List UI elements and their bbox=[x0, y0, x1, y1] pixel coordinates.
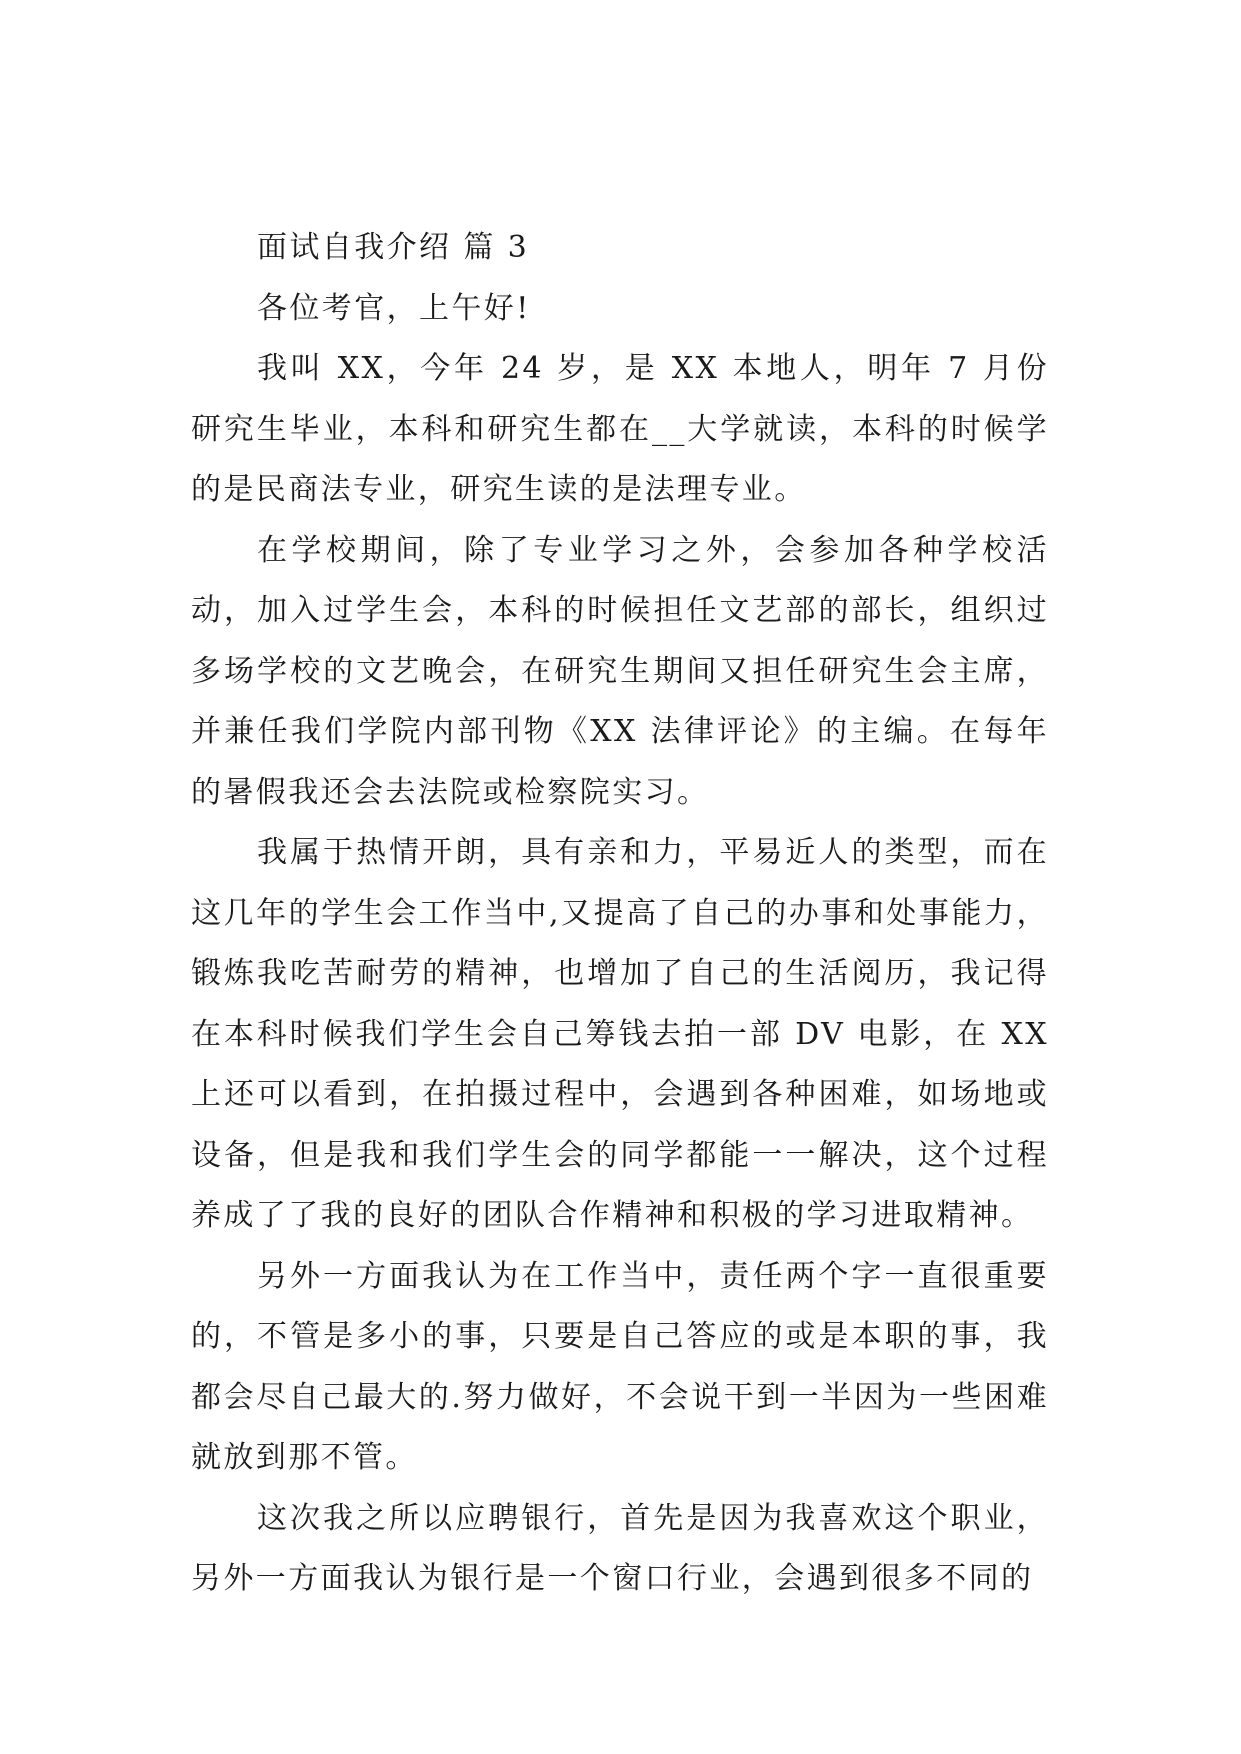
paragraph-introduction: 我叫 XX，今年 24 岁，是 XX 本地人，明年 7 月份研究生毕业，本科和研究生都在__大学就读，本科的时候学的是民商法专业，研究生读的是法理专业。 bbox=[191, 351, 1049, 507]
paragraph-school-activities: 在学校期间，除了专业学习之外，会参加各种学校活动，加入过学生会，本科的时候担任文艺部的部长，组织过多场学校的文艺晚会，在研究生期间又担任研究生会主席，并兼任我们学院内部刊物《XX 法律评论》的主编。在每年的暑假我还会去法院或检察院实习。 bbox=[191, 532, 1049, 810]
paragraph-bank-motivation: 这次我之所以应聘银行，首先是因为我喜欢这个职业，另外一方面我认为银行是一个窗口行业，会遇到很多不同的 bbox=[191, 1500, 1049, 1596]
document-body bbox=[191, 218, 1049, 1610]
paragraph-personality: 我属于热情开朗，具有亲和力，平易近人的类型，而在这几年的学生会工作当中,又提高了自己的办事和处事能力，锻炼我吃苦耐劳的精神，也增加了自己的生活阅历，我记得在本科时候我们学生会自己筹钱去拍一部 DV 电影，在 XX 上还可以看到，在拍摄过程中，会遇到各种困难，如场地或设备，但是我和我们学生会的同学都能一一解决，这个过程养成了了我的良好的团队合作精神和积极的学习进取精神。 bbox=[191, 835, 1049, 1233]
greeting: 各位考官，上午好! bbox=[257, 290, 531, 326]
section-title: 面试自我介绍 篇 3 bbox=[257, 230, 530, 265]
paragraph-responsibility: 另外一方面我认为在工作当中，责任两个字一直很重要的，不管是多小的事，只要是自己答应的或是本职的事，我都会尽自己最大的.努力做好，不会说干到一半因为一些困难就放到那不管。 bbox=[191, 1258, 1049, 1475]
